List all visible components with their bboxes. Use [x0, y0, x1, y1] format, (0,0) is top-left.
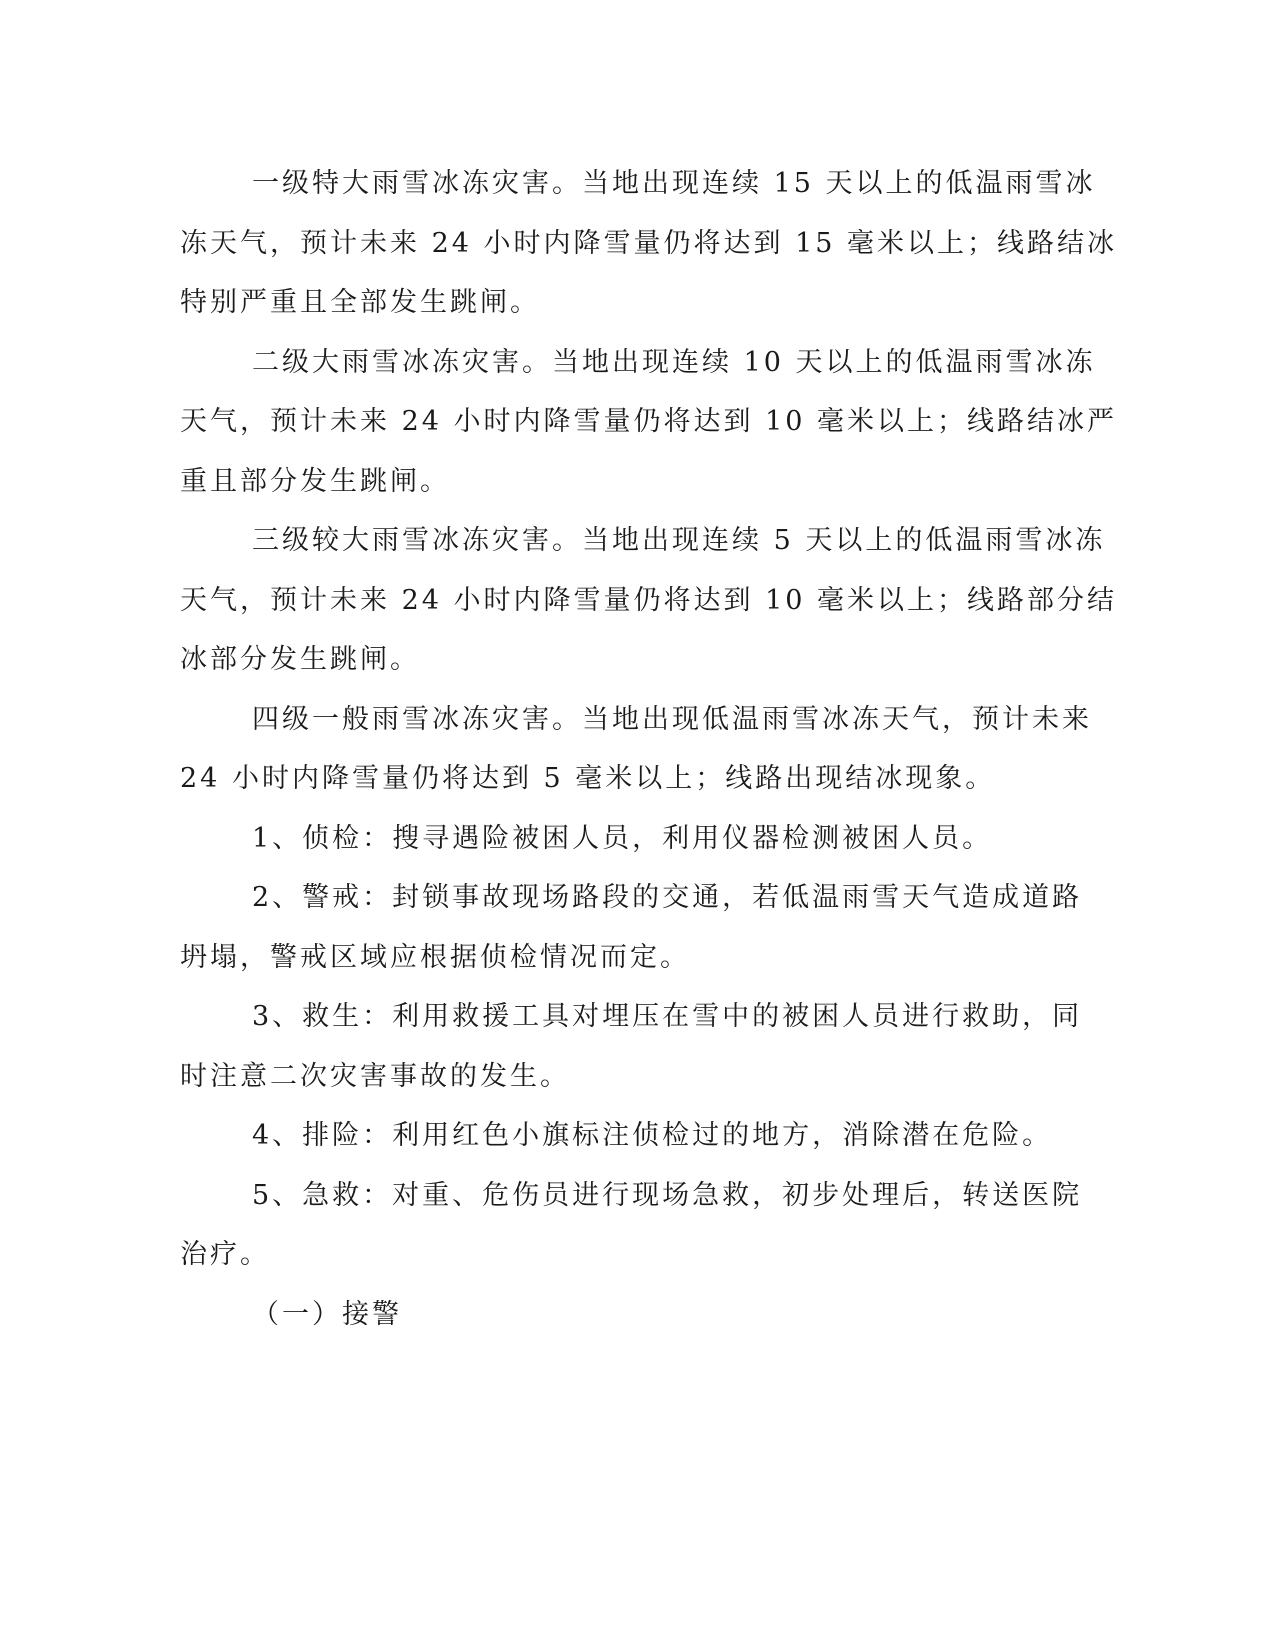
- section-heading: （一）接警: [252, 1298, 402, 1330]
- text-line: 一级特大雨雪冰冻灾害。当地出现连续 15 天以上的低温雨雪冰: [252, 168, 1096, 199]
- text-line: 1、侦检：搜寻遇险被困人员，利用仪器检测被困人员。: [252, 822, 993, 854]
- paragraph-level-1: [180, 154, 1118, 333]
- document-page: [180, 154, 1118, 1344]
- text-line: 重且部分发生跳闸。: [180, 465, 450, 497]
- paragraph-level-3: [180, 511, 1118, 690]
- text-line: 三级较大雨雪冰冻灾害。当地出现连续 5 天以上的低温雨雪冰冻: [252, 525, 1106, 556]
- text-line: 二级大雨雪冰冻灾害。当地出现连续 10 天以上的低温雨雪冰冻: [252, 346, 1096, 378]
- text-line: 特别严重且全部发生跳闸。: [180, 287, 540, 318]
- text-line: 5、急救：对重、危伤员进行现场急救，初步处理后，转送医院: [252, 1179, 1083, 1211]
- paragraph-step-5-first-aid: [180, 1166, 1083, 1285]
- text-line: 冻天气，预计未来 24 小时内降雪量仍将达到 15 毫米以上；线路结冰: [180, 227, 1118, 259]
- text-line: 4、排险：利用红色小旗标注侦检过的地方，消除潜在危险。: [252, 1120, 1053, 1151]
- text-line: 天气，预计未来 24 小时内降雪量仍将达到 10 毫米以上；线路部分结: [180, 584, 1118, 616]
- text-line: 24 小时内降雪量仍将达到 5 毫米以上；线路出现结冰现象。: [180, 763, 996, 794]
- text-line: 天气，预计未来 24 小时内降雪量仍将达到 10 毫米以上；线路结冰严: [180, 406, 1118, 437]
- paragraph-step-4-hazard-removal: [180, 1106, 1053, 1166]
- text-line: 四级一般雨雪冰冻灾害。当地出现低温雨雪冰冻天气，预计未来: [252, 703, 1092, 735]
- text-line: 时注意二次灾害事故的发生。: [180, 1060, 570, 1092]
- text-line: 治疗。: [180, 1239, 270, 1270]
- text-line: 坍塌，警戒区域应根据侦检情况而定。: [180, 941, 690, 973]
- text-line: 2、警戒：封锁事故现场路段的交通，若低温雨雪天气造成道路: [252, 882, 1083, 913]
- paragraph-step-2-cordon: [180, 868, 1083, 987]
- paragraph-step-3-rescue: [180, 987, 1083, 1106]
- paragraph-level-4: [180, 690, 1092, 809]
- paragraph-step-1-detection: [180, 809, 1030, 869]
- text-line: 冰部分发生跳闸。: [180, 644, 420, 675]
- text-line: 3、救生：利用救援工具对埋压在雪中的被困人员进行救助，同: [252, 1001, 1083, 1032]
- paragraph-level-2: [180, 333, 1118, 512]
